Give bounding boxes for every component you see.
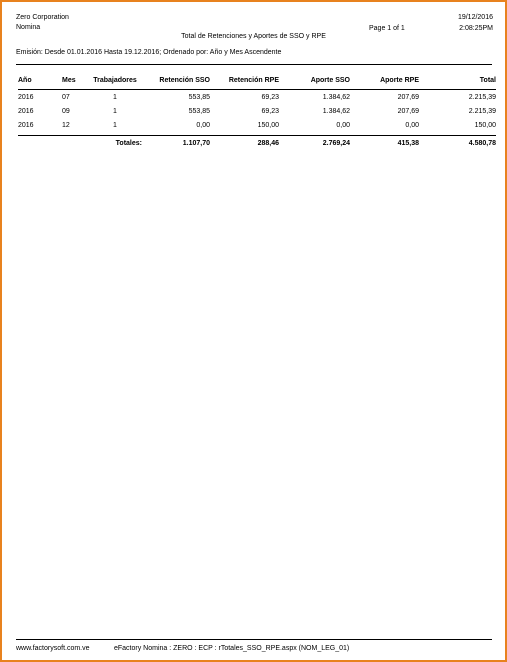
- col-header-ano: Año: [18, 76, 32, 84]
- cell-trabajadores: 1: [113, 107, 117, 115]
- table-row: [18, 118, 496, 132]
- total-retencion-rpe: 288,46: [257, 139, 279, 147]
- total-total: 4.580,78: [468, 139, 496, 147]
- cell-aporte-rpe: 0,00: [405, 121, 419, 129]
- col-header-mes: Mes: [62, 76, 76, 84]
- totals-label: Totales:: [115, 139, 142, 147]
- cell-retencion-sso: 553,85: [188, 107, 210, 115]
- footer-info: eFactory Nomina : ZERO : ECP : rTotales_SSO_RPE.aspx (NOM_LEG_01): [114, 645, 350, 652]
- footer-website[interactable]: www.factorysoft.com.ve: [16, 645, 90, 652]
- table-row: [18, 104, 496, 118]
- col-header-aporte-rpe: Aporte RPE: [380, 76, 419, 84]
- col-header-retencion-sso: Retención SSO: [159, 76, 210, 84]
- table-header-row: [18, 74, 496, 86]
- cell-aporte-sso: 0,00: [336, 121, 350, 129]
- cell-aporte-rpe: 207,69: [397, 107, 419, 115]
- footer-divider: [16, 639, 492, 640]
- cell-ano: 2016: [18, 121, 34, 129]
- cell-aporte-rpe: 207,69: [397, 93, 419, 101]
- cell-retencion-rpe: 150,00: [257, 121, 279, 129]
- cell-aporte-sso: 1.384,62: [322, 107, 350, 115]
- cell-ano: 2016: [18, 107, 34, 115]
- table-row: [18, 90, 496, 105]
- col-header-aporte-sso: Aporte SSO: [310, 76, 350, 84]
- cell-mes: 07: [62, 93, 70, 101]
- emission-info: Emisión: Desde 01.01.2016 Hasta 19.12.2016; Ordenado por: Año y Mes Ascendente: [16, 49, 282, 56]
- col-header-retencion-rpe: Retención RPE: [228, 76, 279, 84]
- cell-mes: 09: [62, 107, 70, 115]
- cell-trabajadores: 1: [113, 93, 117, 101]
- cell-trabajadores: 1: [113, 121, 117, 129]
- company-name: Zero Corporation: [16, 14, 69, 21]
- page-indicator: Page 1 of 1: [369, 25, 405, 32]
- header-divider: [16, 64, 492, 65]
- col-header-trabajadores: Trabajadores: [93, 76, 137, 84]
- module-name: Nomina: [16, 24, 41, 31]
- cell-retencion-rpe: 69,23: [261, 93, 279, 101]
- cell-total: 2.215,39: [468, 93, 496, 101]
- cell-retencion-sso: 0,00: [196, 121, 210, 129]
- cell-retencion-sso: 553,85: [188, 93, 210, 101]
- cell-mes: 12: [62, 121, 70, 129]
- cell-retencion-rpe: 69,23: [261, 107, 279, 115]
- total-aporte-sso: 2.769,24: [322, 139, 350, 147]
- cell-ano: 2016: [18, 93, 34, 101]
- totals-row: [18, 136, 496, 151]
- report-table: [18, 74, 496, 150]
- report-date: 19/12/2016: [457, 14, 493, 21]
- total-aporte-rpe: 415,38: [397, 139, 419, 147]
- col-header-total: Total: [479, 76, 496, 84]
- cell-aporte-sso: 1.384,62: [322, 93, 350, 101]
- report-time: 2:08:25PM: [459, 25, 493, 32]
- total-retencion-sso: 1.107,70: [182, 139, 210, 147]
- cell-total: 2.215,39: [468, 107, 496, 115]
- cell-total: 150,00: [474, 121, 496, 129]
- report-title: Total de Retenciones y Aportes de SSO y RPE: [181, 33, 326, 40]
